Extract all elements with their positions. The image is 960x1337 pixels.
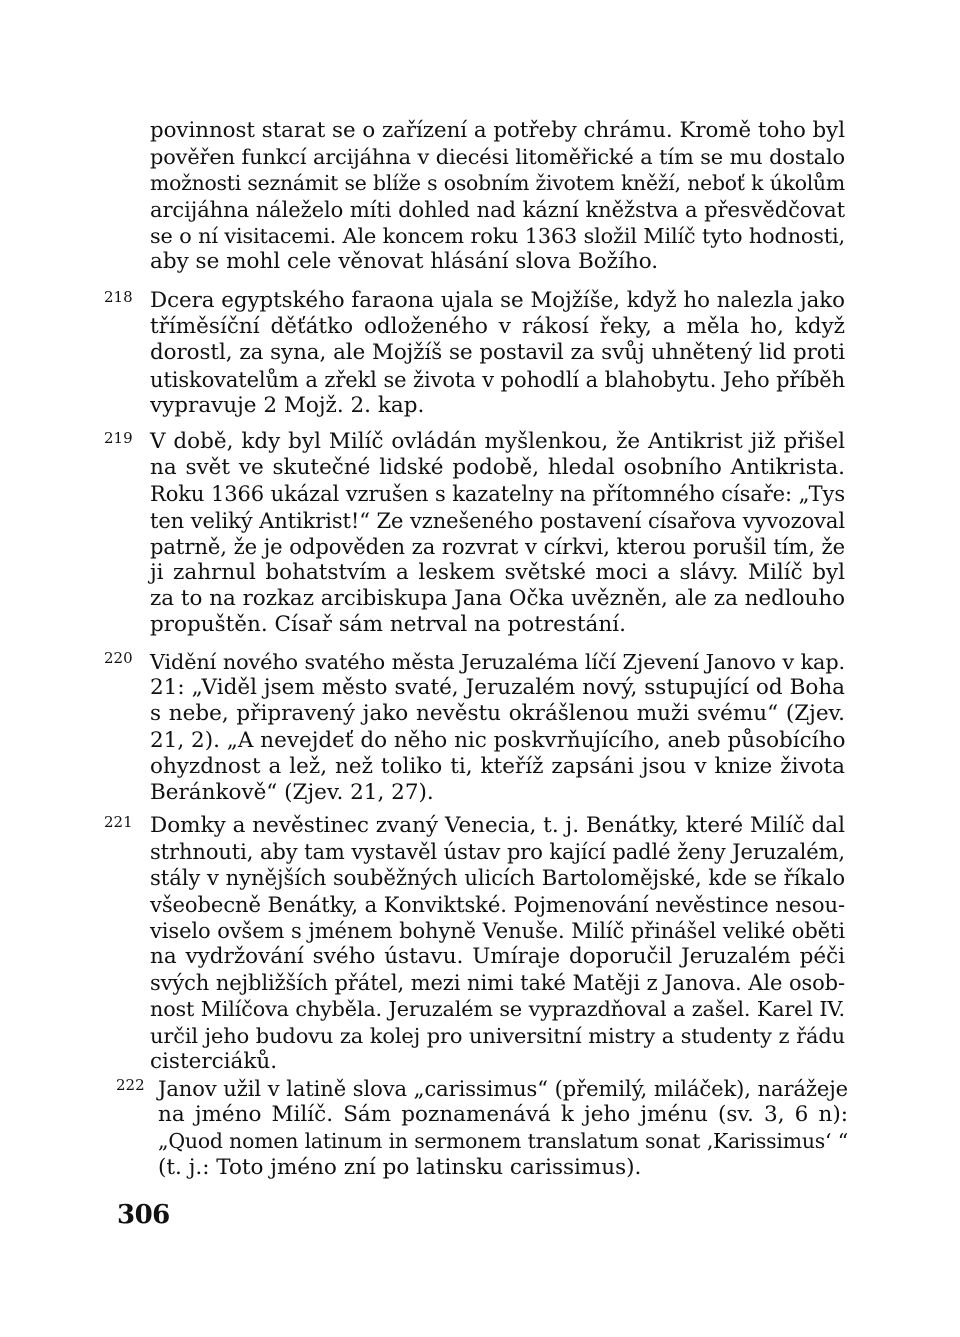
text-line: propuštěn. Císař sám netrval na potrestání. xyxy=(150,612,626,638)
footnote-number: 220 xyxy=(104,649,133,667)
page-number: 306 xyxy=(117,1200,170,1230)
footnote-221 xyxy=(104,813,845,1075)
footnote-222 xyxy=(116,1076,848,1181)
footnote-220 xyxy=(104,649,846,806)
text-line: 21: „Viděl jsem město svaté, Jeruzalém nový, sstupující od Boha xyxy=(150,675,845,701)
text-line: s nebe, připravený jako nevěstu okrášlenou muži svému“ (Zjev. xyxy=(150,701,845,727)
text-line: viselo ovšem s jménem bohyně Venuše. Milíč přinášel veliké oběti xyxy=(150,917,845,943)
text-line: možnosti seznámit se blíže s osobním životem kněží, neboť k úkolům xyxy=(150,171,845,196)
text-line: 21, 2). „A nevejdeť do něho nic poskvrňujícího, aneb působícího xyxy=(150,727,846,753)
text-line: na svět ve skutečné lidské podobě, hledal osobního Antikrista. xyxy=(150,455,845,481)
text-line: (t. j.: Toto jméno zní po latinsku carissimus). xyxy=(158,1154,642,1180)
text-line: ji zahrnul bohatstvím a leskem světské moci a slávy. Milíč byl xyxy=(150,560,845,586)
text-line: patrně, že je odpověden za rozvrat v církvi, kterou porušil tím, že xyxy=(150,533,845,559)
footnote-number: 219 xyxy=(104,429,133,447)
text-line: Beránkově“ (Zjev. 21, 27). xyxy=(150,780,434,806)
text-line: na vydržování svého ústavu. Umíraje doporučil Jeruzalém péči xyxy=(150,944,845,970)
text-line: arcijáhna náleželo míti dohled nad kázní kněžstva a přesvědčovat xyxy=(150,196,845,222)
text-line: svých nejbližších přátel, mezi nimi také Matěji z Janova. Ale osob- xyxy=(150,971,845,996)
text-line: určil jeho budovu za kolej pro universitní mistry a studenty z řádu xyxy=(150,1023,845,1048)
text-line: Domky a nevěstinec zvaný Venecia, t. j. Benátky, které Milíč dal xyxy=(150,813,845,838)
footnote-number: 218 xyxy=(104,288,133,306)
text-line: Vidění nového svatého města Jeruzaléma líčí Zjevení Janovo v kap. xyxy=(150,650,845,674)
text-line: na jméno Milíč. Sám poznamenává k jeho jménu (sv. 3, 6 n): xyxy=(158,1102,848,1128)
footnote-218 xyxy=(104,288,845,419)
text-line: za to na rozkaz arcibiskupa Jana Očka uvězněn, ale za nedlouho xyxy=(150,586,845,612)
intro-paragraph xyxy=(150,118,845,275)
text-line: Dcera egyptského faraona ujala se Mojžíše, když ho nalezla jako xyxy=(150,288,845,313)
text-line: tříměsíční děťátko odloženého v rákosí řeky, a měla ho, když xyxy=(150,314,845,340)
text-line: Roku 1366 ukázal vzrušen s kazatelny na přítomného císaře: „Tys xyxy=(150,481,845,507)
text-line: ohyzdnost a lež, než toliko ti, kteříž zapsáni jsou v knize života xyxy=(150,753,845,779)
text-line: všeobecně Benátky, a Konviktské. Pojmenování nevěstince nesou- xyxy=(150,891,845,917)
text-line: V době, kdy byl Milíč ovládán myšlenkou, že Antikrist již přišel xyxy=(150,429,845,454)
footnote-number: 221 xyxy=(104,813,133,831)
text-line: „Quod nomen latinum in sermonem translatum sonat ‚Karissimus‘ “ xyxy=(158,1129,848,1154)
text-line: stály v nynějších souběžných ulicích Bartolomějské, kde se říkalo xyxy=(150,865,845,891)
text-line: ten veliký Antikrist!“ Ze vznešeného postavení císařova vyvozoval xyxy=(150,507,845,533)
text-line: cisterciáků. xyxy=(150,1048,278,1074)
text-line: utiskovatelům a zřekl se života v pohodlí a blahobytu. Jeho příběh xyxy=(150,367,845,392)
text-line: dorostl, za syna, ale Mojžíš se postavil za svůj uhnětený lid proti xyxy=(150,340,845,366)
text-line: pověřen funkcí arcijáhna v diecési litoměřické a tím se mu dostalo xyxy=(150,145,845,170)
footnote-number: 222 xyxy=(116,1076,145,1094)
text-line: nost Milíčova chyběla. Jeruzalém se vyprazdňoval a zašel. Karel IV. xyxy=(150,997,845,1022)
text-line: povinnost starat se o zařízení a potřeby chrámu. Kromě toho byl xyxy=(150,118,845,143)
footnote-219 xyxy=(104,429,845,639)
text-line: vypravuje 2 Mojž. 2. kap. xyxy=(150,392,425,418)
text-line: Janov užil v latině slova „carissimus“ (přemilý, miláček), narážeje xyxy=(158,1076,848,1101)
text-line: aby se mohl cele věnovat hlásání slova Božího. xyxy=(150,249,659,275)
text-line: se o ní visitacemi. Ale koncem roku 1363 složil Milíč tyto hodnosti, xyxy=(150,223,845,248)
text-line: strhnouti, aby tam vystavěl ústav pro kající padlé ženy Jeruzalém, xyxy=(150,839,845,865)
